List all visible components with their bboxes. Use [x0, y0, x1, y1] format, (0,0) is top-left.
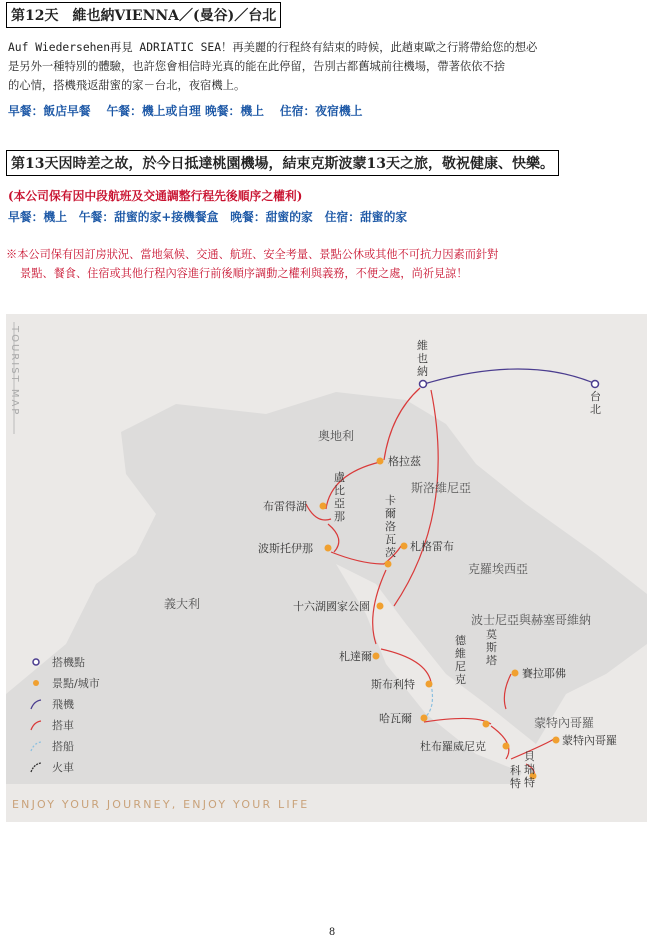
city-label-ljubljana: 盧比亞那 — [334, 471, 345, 523]
day12-paragraph — [8, 38, 658, 95]
city-marker — [401, 543, 408, 550]
day13-note: (本公司保有因中段航班及交通調整行程先後順序之權利) — [8, 189, 303, 203]
day12-paragraph-line: 是另外一種特別的體驗，也許您會相信時光真的能在此停留，告別古都舊城前往機場，帶著依依不捨 — [8, 60, 506, 73]
city-marker — [320, 503, 327, 510]
legend-city-icon — [33, 680, 39, 686]
city-marker — [503, 743, 510, 750]
airport-marker-taipei — [592, 381, 599, 388]
city-marker — [553, 737, 560, 744]
tourist-map — [6, 314, 647, 822]
page-number: 8 — [328, 927, 336, 938]
notice-line: 景點、餐食、住宿或其他行程內容進行前後順序調動之權利與義務，不便之處，尚祈見諒！ — [20, 267, 468, 280]
city-marker — [426, 681, 433, 688]
city-label: 哈瓦爾 — [379, 712, 412, 725]
city-label: 蒙特內哥羅 — [562, 734, 617, 747]
city-marker — [377, 458, 384, 465]
city-label: 布雷得湖 — [263, 500, 307, 513]
country-label: 克羅埃西亞 — [468, 562, 529, 576]
city-marker — [373, 653, 380, 660]
city-label: 波斯托伊那 — [258, 542, 313, 555]
city-marker — [325, 545, 332, 552]
city-marker — [483, 721, 490, 728]
city-label: 格拉茲 — [388, 455, 421, 468]
city-label-mostar: 莫斯塔 — [486, 628, 497, 667]
map-footer-slogan: ENJOY YOUR JOURNEY, ENJOY YOUR LIFE — [12, 798, 310, 811]
tourist-map-svg — [6, 314, 647, 822]
day13-meals: 早餐：機上 午餐：甜蜜的家+接機餐盒 晚餐：甜蜜的家 住宿：甜蜜的家 — [8, 210, 408, 224]
legend-label: 火車 — [52, 761, 74, 774]
notice — [6, 245, 656, 283]
legend-label: 景點/城市 — [52, 677, 100, 690]
city-marker — [377, 603, 384, 610]
city-marker — [421, 715, 428, 722]
country-label: 蒙特內哥羅 — [534, 716, 595, 730]
city-label: 杜布羅威尼克 — [420, 740, 486, 753]
city-label-kotor: 科特 — [510, 764, 521, 790]
legend-label: 搭船 — [52, 740, 74, 753]
city-marker — [512, 670, 519, 677]
city-label: 斯布利特 — [371, 678, 415, 691]
city-label-drvenik: 德維尼克 — [455, 634, 466, 686]
airport-marker-vienna — [420, 381, 427, 388]
country-label: 義大利 — [164, 597, 201, 611]
legend-label: 飛機 — [52, 698, 74, 711]
country-label: 奧地利 — [318, 429, 355, 443]
map-side-title: TOURIST MAP — [9, 326, 20, 417]
city-label-budva: 貝瑞特 — [524, 750, 535, 789]
day12-paragraph-line: 的心情，搭機飛返甜蜜的家－台北，夜宿機上。 — [8, 79, 246, 92]
country-label: 斯洛維尼亞 — [411, 481, 472, 495]
city-label-karlovac: 卡爾洛瓦茨 — [385, 494, 396, 559]
day12-heading: 第12天 維也納VIENNA／(曼谷)／台北 — [6, 2, 281, 28]
legend-label: 搭機點 — [52, 656, 85, 669]
legend-airport-icon — [33, 659, 39, 665]
notice-line: ※本公司保有因訂房狀況、當地氣候、交通、航班、安全考量、景點公休或其他不可抗力因素而針對 — [6, 248, 499, 261]
country-label: 波士尼亞與赫塞哥維納 — [471, 613, 592, 627]
day12-paragraph-line: Auf Wiedersehen再見 ADRIATIC SEA！再美麗的行程終有結束的時候，此趟東歐之行將帶給您的想必 — [8, 41, 538, 54]
city-label-taipei: 台北 — [590, 390, 601, 416]
city-label: 札格雷布 — [410, 540, 454, 553]
day12-meals: 早餐：飯店早餐 午餐：機上或自理 晚餐：機上 住宿：夜宿機上 — [8, 104, 363, 118]
legend-label: 搭車 — [52, 719, 74, 732]
city-label: 賽拉耶佛 — [522, 667, 566, 680]
city-label: 十六湖國家公園 — [293, 600, 370, 613]
day13-heading: 第13天因時差之故，於今日抵達桃園機場，結束克斯波蒙13天之旅，敬祝健康、快樂。 — [6, 150, 559, 176]
city-marker — [385, 561, 392, 568]
city-label: 札達爾 — [339, 650, 372, 663]
city-label-vienna: 維也納 — [417, 339, 428, 378]
